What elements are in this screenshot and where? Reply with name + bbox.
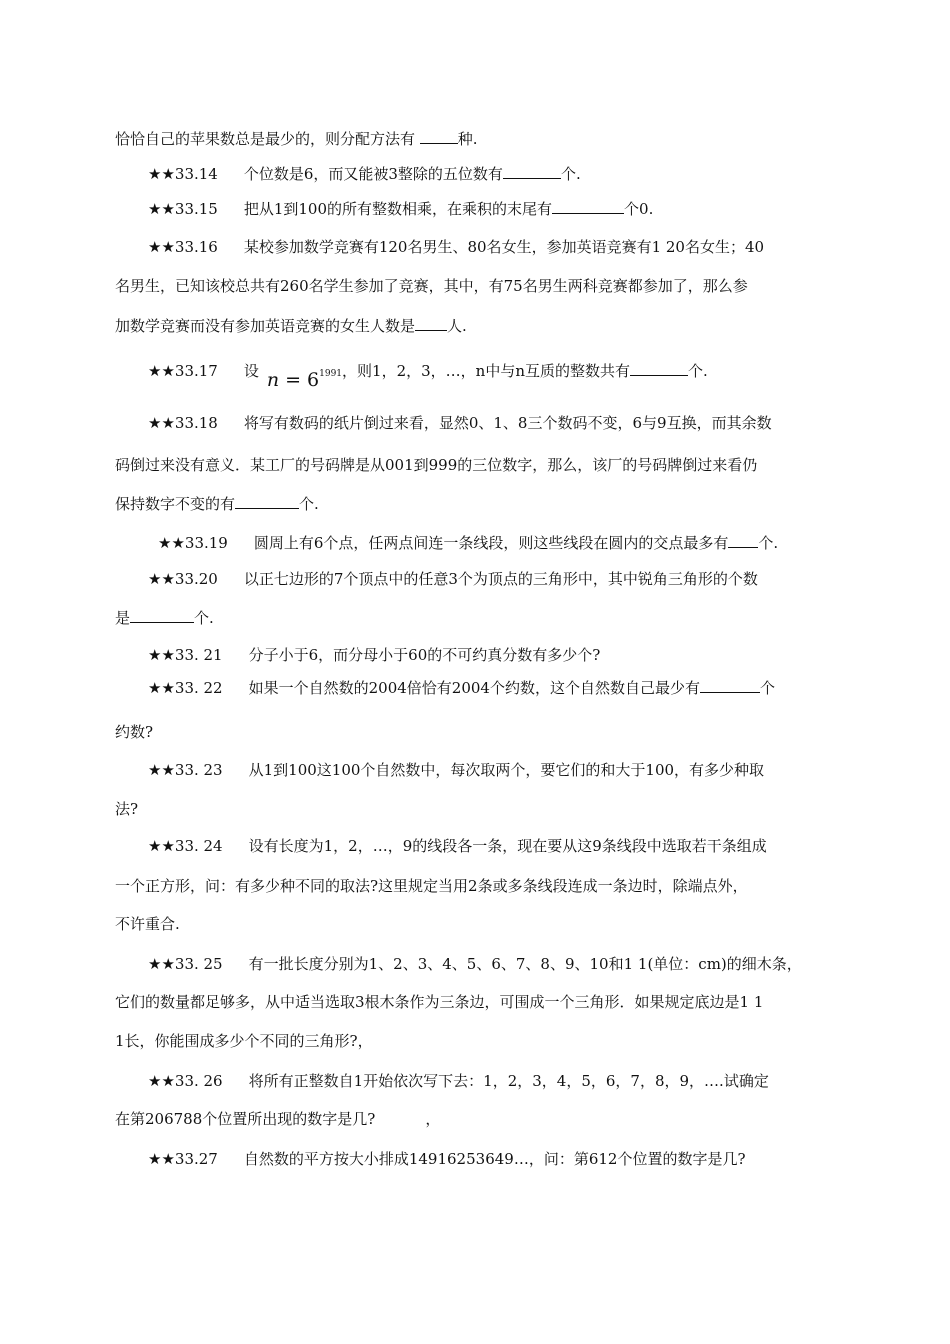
line-12 [115,608,214,628]
answer-blank [503,164,561,179]
problem-number: ★★33. 23 [148,761,223,779]
problem-33-17 [148,354,708,391]
problem-text: ，则1，2，3，…，n中与n互质的整数共有 [342,362,630,380]
line-19 [115,876,748,896]
math-base: 6 [307,369,320,391]
text: 是 [115,609,131,627]
problem-number: ★★33.17 [148,362,218,380]
text: 在第206788个位置所出现的数字是几? [115,1110,376,1128]
problem-33-26 [148,1071,769,1091]
problem-text: 个. [560,165,581,183]
line-5 [115,316,467,336]
problem-33-23 [148,760,764,780]
text: 名男生，已知该校总共有260名学生参加了竞赛，其中，有75名男生两科竞赛都参加了，那么参 [115,277,748,295]
problem-text: 个位数是6，而又能被3整除的五位数有 [243,165,503,183]
math-operator: = [285,369,302,391]
problem-text: 有一批长度分别为1、2、3、4、5、6、7、8、9、10和1 1(单位：cm)的细木条， [248,955,802,973]
answer-blank [728,533,758,548]
problem-33-15 [148,199,653,219]
problem-number: ★★33.16 [148,238,218,256]
problem-text: 设有长度为1，2，…，9的线段各一条，现在要从这9条线段中选取若干条组成 [248,837,767,855]
line-25 [115,1109,440,1129]
problem-33-19 [158,533,778,553]
problem-text: 将所有正整数自1开始依次写下去：1，2，3，4，5，6，7，8，9，….试确定 [248,1072,769,1090]
problem-33-21 [148,645,600,665]
problem-33-14 [148,164,581,184]
problem-number: ★★33. 26 [148,1072,223,1090]
text: 一个正方形，问：有多少种不同的取法?这里规定当用2条或多条线段连成一条边时，除端点外， [115,877,748,895]
text: 它们的数量都足够多，从中适当选取3根木条作为三条边，可围成一个三角形．如果规定底边是1 1 [115,993,764,1011]
problem-number: ★★33. 24 [148,837,223,855]
line-20 [115,914,180,934]
text: 1长，你能围成多少个不同的三角形?， [115,1032,373,1050]
line-15 [115,722,153,742]
math-variable: n [266,369,280,391]
text: 加数学竞赛而没有参加英语竞赛的女生人数是 [115,317,416,335]
answer-blank [700,678,760,693]
line-23 [115,1031,373,1051]
problem-33-24 [148,836,767,856]
problem-number: ★★33.20 [148,570,218,588]
line-8 [115,455,757,475]
problem-number: ★★33. 22 [148,679,223,697]
text: 保持数字不变的有 [115,495,236,513]
text: 种. [457,130,478,148]
text: 不许重合. [115,915,180,933]
problem-number: ★★33.18 [148,414,218,432]
text: 约数? [115,723,154,741]
problem-number: ★★33.14 [148,165,218,183]
problem-text: 个. [688,362,708,380]
answer-blank [552,199,624,214]
text: 恰恰自己的苹果数总是最少的，则分配方法有 [115,130,420,148]
problem-text: 把从1到100的所有整数相乘，在乘积的末尾有 [243,200,553,218]
problem-text: 分子小于6，而分母小于60的不可约真分数有多少个? [248,646,601,664]
text: ， [425,1110,441,1128]
line-0 [115,129,478,149]
problem-text: 圆周上有6个点，任两点间连一条线段，则这些线段在圆内的交点最多有 [253,534,729,552]
problem-number: ★★33. 21 [148,646,223,664]
answer-blank [415,316,447,331]
problem-text: 设 [243,362,259,380]
answer-blank [420,129,458,144]
problem-number: ★★33.15 [148,200,218,218]
problem-33-25 [148,954,802,974]
text: 个. [194,609,214,627]
problem-text: 自然数的平方按大小排成14916253649…，问：第612个位置的数字是几? [243,1150,746,1168]
problem-text: 个0. [624,200,654,218]
problem-number: ★★33. 25 [148,955,223,973]
problem-number: ★★33.19 [158,534,228,552]
problem-number: ★★33.27 [148,1150,218,1168]
answer-blank [630,361,688,376]
problem-33-18 [148,413,772,433]
problem-33-20 [148,569,758,589]
text: 人. [447,317,467,335]
line-17 [115,799,138,819]
problem-33-27 [148,1149,746,1169]
problem-text: 以正七边形的7个顶点中的任意3个为顶点的三角形中，其中锐角三角形的个数 [243,570,758,588]
line-9 [115,494,319,514]
math-exponent: 1991 [319,369,343,379]
answer-blank [235,494,299,509]
line-22 [115,992,763,1012]
text: 码倒过来没有意义．某工厂的号码牌是从001到999的三位数字，那么，该厂的号码牌倒过来看仍 [115,456,758,474]
problem-33-16 [148,237,764,257]
text: 个. [299,495,319,513]
text: 法? [115,800,139,818]
problem-text: 某校参加数学竞赛有120名男生、80名女生，参加英语竞赛有1 20名女生；40 [243,238,765,256]
problem-33-22 [148,678,775,698]
problem-text: 将写有数码的纸片倒过来看，显然0、1、8三个数码不变，6与9互换，而其余数 [243,414,772,432]
problem-text: 从1到100这100个自然数中，每次取两个，要它们的和大于100，有多少种取 [248,761,765,779]
problem-text: 个. [758,534,779,552]
problem-text: 个 [759,679,775,697]
line-4 [115,276,748,296]
answer-blank [130,608,194,623]
problem-text: 如果一个自然数的2004倍恰有2004个约数，这个自然数自己最少有 [248,679,700,697]
